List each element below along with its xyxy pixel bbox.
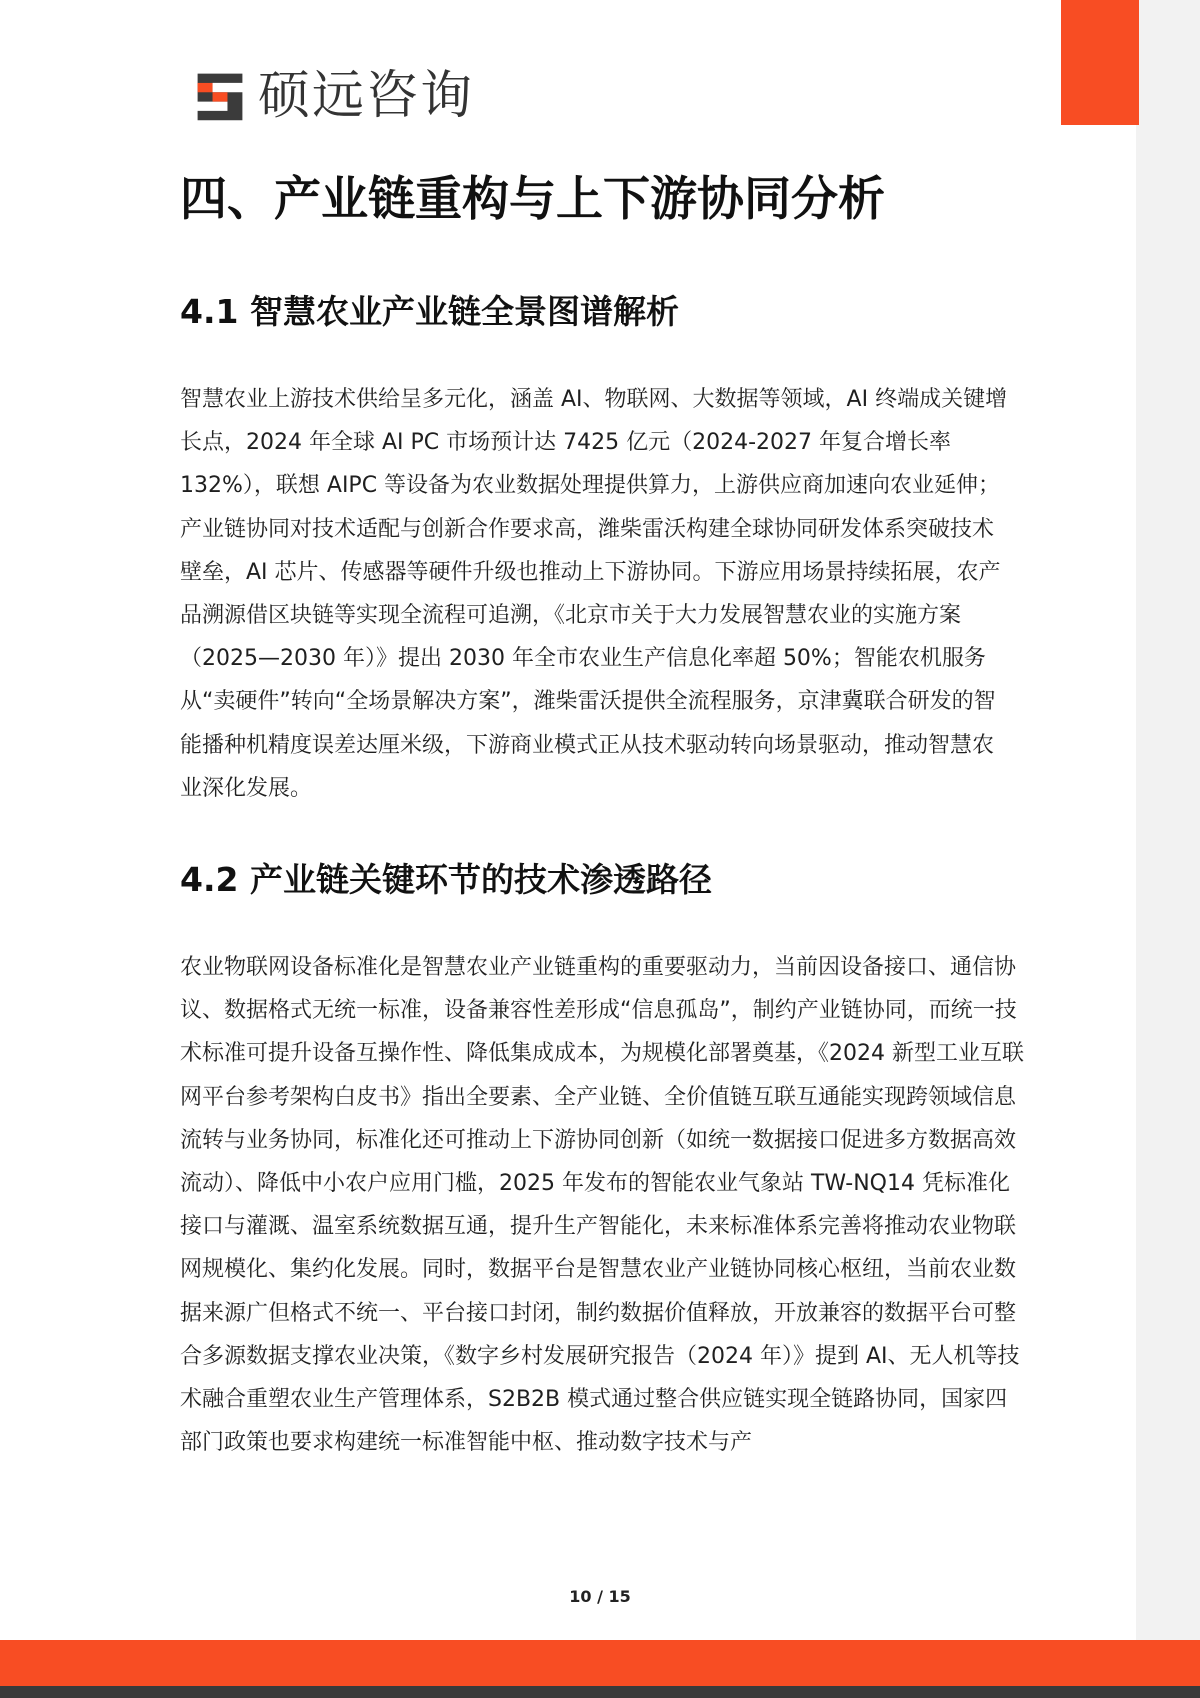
- footer-dark-strip: [0, 1686, 1200, 1698]
- page-margin: [1136, 0, 1200, 1698]
- logo-mark-icon: [192, 68, 248, 124]
- logo-text: 硕远咨询: [258, 66, 475, 126]
- page-title: 四、产业链重构与上下游协同分析: [180, 172, 885, 227]
- page-number: 10 / 15: [569, 1587, 631, 1606]
- footer-accent-bar: [0, 1640, 1200, 1686]
- section-title-4-1: 4.1 智慧农业产业链全景图谱解析: [180, 292, 679, 331]
- company-logo: [192, 66, 474, 126]
- section-4-2-paragraph: 农业物联网设备标准化是智慧农业产业链重构的重要驱动力，当前因设备接口、通信协议、数据格式无统一标准，设备兼容性差形成“信息孤岛”，制约产业链协同，而统一技术标准可提升设备互操作性、降低集成成本，为规模化部署奠基，《2024 新型工业互联网平台参考架构白皮书》指出全要素、全产业链、全价值链互联互通能实现跨领域信息流转与业务协同，标准化还可推动上下游协同创新（如统一数据接口促进多方数据高效流动）、降低中小农户应用门槛，2025 年发布的智能农业气象站 TW-NQ14 凭标准化接口与灌溉、温室系统数据互通，提升生产智能化，未来标准体系完善将推动农业物联网规模化、集约化发展。同时，数据平台是智慧农业产业链协同核心枢纽，当前农业数据来源广但格式不统一、平台接口封闭，制约数据价值释放，开放兼容的数据平台可整合多源数据支撑农业决策，《数字乡村发展研究报告（2024 年）》提到 AI、无人机等技术融合重塑农业生产管理体系，S2B2B 模式通过整合供应链实现全链路协同，国家四部门政策也要求构建统一标准智能中枢、推动数字技术与产: [180, 955, 1024, 1456]
- section-title-4-2: 4.2 产业链关键环节的技术渗透路径: [180, 860, 712, 899]
- section-4-1-paragraph: 智慧农业上游技术供给呈多元化，涵盖 AI、物联网、大数据等领域，AI 终端成关键增长点，2024 年全球 AI PC 市场预计达 7425 亿元（2024-2027 年复合增长率 132%），联想 AIPC 等设备为农业数据处理提供算力，上游供应商加速向农业延伸；产业链协同对技术适配与创新合作要求高，潍柴雷沃构建全球协同研发体系突破技术壁垒，AI 芯片、传感器等硬件升级也推动上下游协同。下游应用场景持续拓展，农产品溯源借区块链等实现全流程可追溯，《北京市关于大力发展智慧农业的实施方案（2025—2030 年）》提出 2030 年全市农业生产信息化率超 50%；智能农机服务从“卖硬件”转向“全场景解决方案”，潍柴雷沃提供全流程服务，京津冀联合研发的智能播种机精度误差达厘米级，下游商业模式正从技术驱动转向场景驱动，推动智慧农业深化发展。: [180, 387, 1008, 801]
- corner-accent-bar: [1061, 0, 1139, 125]
